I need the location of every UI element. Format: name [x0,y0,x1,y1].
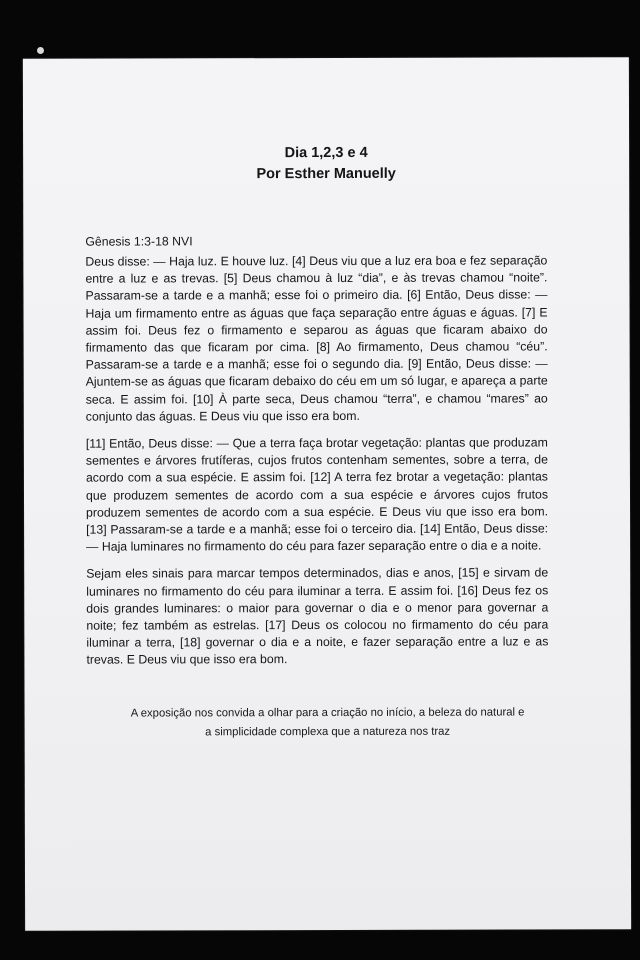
paper-sheet [23,57,631,931]
paragraph-2: [11] Então, Deus disse: — Que a terra faça brotar vegetação: plantas que produzam sementes e árvores frutíferas, cujos frutos contenham sementes, sobre a terra, de acordo com a sua espécie. E assim foi. [12] A terra fez brotar a vegetação: plantas que produzem sementes de acordo com a sua espécie e árvores cujos frutos produzem sementes de acordo com a sua espécie. E Deus viu que isso era bom. [13] Passaram-se a tarde e a manhã; esse foi o terceiro dia. [14] Então, Deus disse: — Haja luminares no firmamento do céu para fazer separação entre o dia e a noite. [85,435,549,554]
closing-note [65,703,591,742]
closing-line: a simplicidade complexa que a natureza nos traz [205,725,451,739]
body-text [85,252,548,679]
pin-icon [37,47,44,54]
closing-line: A exposição nos convida a olhar para a criação no início, a beleza do natural e [130,706,525,720]
paragraph-1: Deus disse: — Haja luz. E houve luz. [4] Deus viu que a luz era boa e fez separação entre a luz e as trevas. [5] Deus chamou à luz “dia”, e às trevas chamou “noite”. Passaram-se a tarde e a manhã; esse foi o primeiro dia. [6] Então, Deus disse: — Haja um firmamento entre as águas que faça separação entre águas e águas. [7] E assim foi. Deus fez o firmamento e separou as águas que ficaram abaixo do firmamento das que ficaram por cima. [8] Ao firmamento, Deus chamou “céu”. Passaram-se a tarde e a manhã; esse foi o segundo dia. [9] Então, Deus disse: — Ajuntem-se as águas que ficaram debaixo do céu em um só lugar, e apareça a parte seca. E assim foi. [10] À parte seca, Deus chamou “terra”, e chamou “mares” ao conjunto das águas. E Deus viu que isso era bom. [85,253,548,424]
title-line: Dia 1,2,3 e 4 [284,144,368,162]
paragraph-3: Sejam eles sinais para marcar tempos determinados, dias e anos, [15] e sirvam de luminares no firmamento do céu para iluminar a terra. E assim foi. [16] Deus fez os dois grandes luminares: o maior para governar o dia e o menor para governar a noite; fez também as estrelas. [17] Deus os colocou no firmamento do céu para iluminar a terra, [18] governar o dia e a noite, e fazer separação entre a luz e as trevas. E Deus viu que isso era bom. [86,565,549,668]
bible-reference: Gênesis 1:3-18 NVI [85,234,193,249]
document-title [23,142,629,186]
author-line: Por Esther Manuelly [256,165,396,183]
